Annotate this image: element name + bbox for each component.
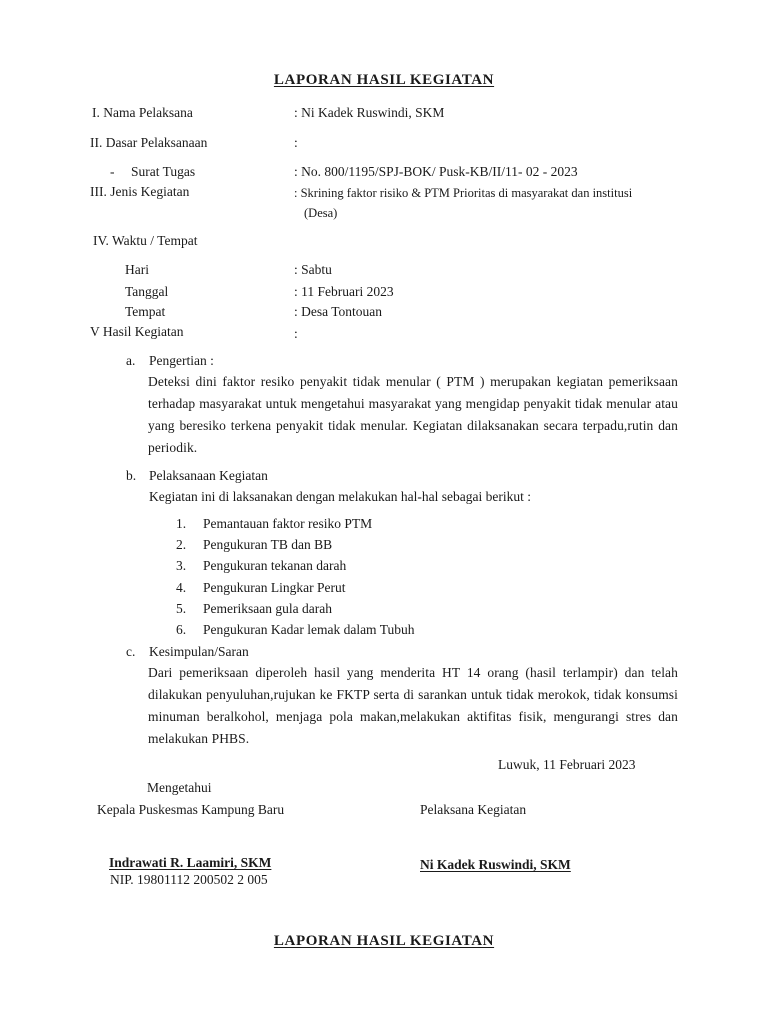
tanggal-label: Tanggal — [125, 284, 169, 299]
right-signatory-name: Ni Kadek Ruswindi, SKM — [420, 857, 571, 872]
kesimpulan-paragraph: Dari pemeriksaan diperoleh hasil yang menderita HT 14 orang (hasil terlampir) dan telah dilakukan penyuluhan,rujukan ke FKTP serta di sarankan untuk tidak merokok, tidak konsumsi minuman beralkohol, menjaga pola makan,melakukan aktifitas fisik, mengurangi stres dan melakukan PHBS. — [148, 665, 678, 746]
list-item-text: Pengukuran TB dan BB — [203, 537, 333, 553]
pengertian-paragraph: Deteksi dini faktor resiko penyakit tidak menular ( PTM ) merupakan kegiatan pemeriksaan terhadap masyarakat untuk mengetahui masyarakat yang mengidap penyakit tidak menular atau yang beresiko terkena penyakit tidak menular. Kegiatan dilaksanakan secara terpadu,rutin dan periodik. — [148, 374, 678, 455]
section-iv-label: IV. Waktu / Tempat — [93, 233, 198, 248]
pelaksanaan-intro: Kegiatan ini di laksanakan dengan melakukan hal-hal sebagai berikut : — [149, 489, 531, 504]
left-signatory-title: Kepala Puskesmas Kampung Baru — [97, 802, 285, 817]
section-iii-label: III. Jenis Kegiatan — [90, 184, 190, 199]
tanggal-value: : 11 Februari 2023 — [294, 284, 394, 299]
activity-list — [176, 516, 414, 643]
list-item-number: 5. — [176, 600, 187, 616]
page-title: LAPORAN HASIL KEGIATAN — [273, 72, 495, 88]
list-item-number: 6. — [176, 621, 187, 637]
list-item-text: Pemantauan faktor resiko PTM — [203, 516, 373, 531]
list-item-number: 2. — [176, 537, 187, 553]
list-item — [176, 558, 414, 579]
tempat-value: : Desa Tontouan — [294, 304, 383, 319]
jenis-kegiatan-value-line1: : Skrining faktor risiko & PTM Prioritas di masyarakat dan institusi — [294, 186, 633, 200]
subsection-a-marker: a. — [126, 353, 136, 368]
list-item-text: Pemeriksaan gula darah — [203, 600, 332, 616]
list-item-text: Pengukuran tekanan darah — [203, 558, 347, 574]
left-signatory-name: Indrawati R. Laamiri, SKM — [109, 855, 272, 870]
jenis-kegiatan-value-line2: (Desa) — [304, 206, 338, 220]
section-v-label: V Hasil Kegiatan — [90, 324, 184, 339]
mengetahui-label: Mengetahui — [147, 780, 212, 795]
section-i-label: I. Nama Pelaksana — [92, 105, 193, 120]
list-item — [176, 580, 414, 601]
place-date: Luwuk, 11 Februari 2023 — [498, 757, 636, 772]
surat-tugas-value: : No. 800/1195/SPJ-BOK/ Pusk-KB/II/11- 02 - 2023 — [294, 164, 578, 179]
section-v-colon: : — [294, 326, 298, 341]
hari-label: Hari — [125, 262, 149, 277]
list-item — [176, 622, 414, 643]
next-page-title: LAPORAN HASIL KEGIATAN — [273, 933, 495, 949]
subsection-c-marker: c. — [126, 644, 136, 659]
list-item — [176, 516, 414, 537]
subsection-b-heading: Pelaksanaan Kegiatan — [149, 468, 268, 483]
list-item — [176, 601, 414, 622]
subsection-a-heading: Pengertian : — [149, 353, 214, 368]
section-ii-label: II. Dasar Pelaksanaan — [90, 135, 208, 150]
list-item — [176, 537, 414, 558]
left-signatory-nip: NIP. 19801112 200502 2 005 — [110, 872, 268, 887]
subsection-b-marker: b. — [126, 468, 137, 483]
list-item-text: Pengukuran Kadar lemak dalam Tubuh — [203, 621, 415, 637]
section-ii-bullet: - — [110, 164, 115, 179]
subsection-c-heading: Kesimpulan/Saran — [149, 644, 249, 659]
tempat-label: Tempat — [125, 304, 166, 319]
list-item-number: 4. — [176, 579, 187, 595]
section-i-value: : Ni Kadek Ruswindi, SKM — [294, 105, 445, 120]
right-signatory-title: Pelaksana Kegiatan — [420, 802, 527, 817]
list-item-number: 1. — [176, 516, 187, 531]
section-ii-colon: : — [294, 135, 298, 150]
surat-tugas-label: Surat Tugas — [131, 164, 196, 179]
list-item-text: Pengukuran Lingkar Perut — [203, 579, 346, 595]
hari-value: : Sabtu — [294, 262, 332, 277]
list-item-number: 3. — [176, 558, 187, 574]
